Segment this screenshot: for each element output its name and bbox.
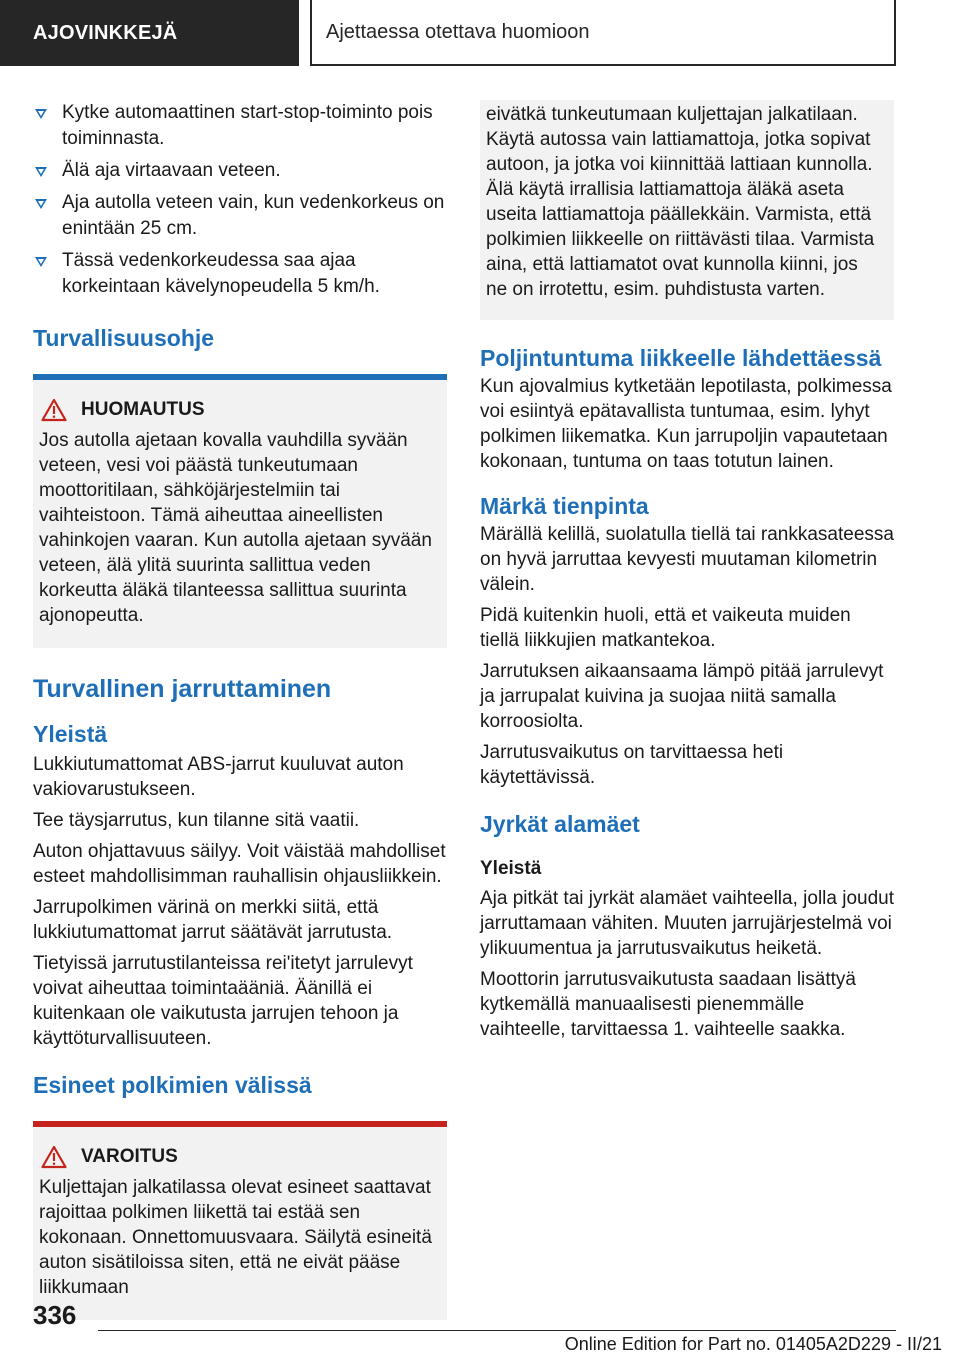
triangle-bullet-icon [35, 257, 47, 267]
notice-text: Jos autolla ajetaan kovalla vauhdilla syvään veteen, vesi voi päästä tunkeutumaan moottoritilaan, sähköjärjestelmiin tai vaihteistoon. Tämä aiheuttaa aineellisten vahinkojen vaaran. Kun autolla ajetaan syvään veteen, älä ylitä suurinta sallittua veden korkeutta äläkä tilanteessa sallittua suurinta ajonopeutta. [39, 430, 432, 626]
left-column [33, 100, 447, 1320]
triangle-bullet-icon [35, 167, 47, 177]
paragraph: Moottorin jarrutusvaikutusta saadaan lisättyä kytkemällä manuaalisesti pienemmälle vaihteelle, tarvittaessa 1. vaihteelle saakka. [480, 969, 856, 1040]
paragraph: Jarrupolkimen värinä on merkki siitä, että lukkiutumattomat jarrut säätävät jarrutusta. [33, 897, 393, 943]
paragraph: Lukkiutumattomat ABS-jarrut kuuluvat auton vakiovarustukseen. [33, 754, 404, 800]
water-bullet-list [33, 100, 447, 300]
paragraph: Kun ajovalmius kytketään lepotilasta, polkimessa voi esiintyä epätavallista tuntumaa, esim. lyhyt polkimen liikematka. Kun jarrupoljin vapautetaan kokonaan, tuntuma on taas totutun lainen. [480, 376, 892, 472]
list-item: Kytke automaattinen start-stop-toiminto pois toiminnasta. [33, 100, 447, 152]
warning-title: VAROITUS [81, 1146, 178, 1167]
paragraph: Auton ohjattavuus säilyy. Voit väistää mahdolliset esteet mahdollisimman rauhallisin ohjausliikkein. [33, 841, 446, 887]
paragraph: Tee täysjarrutus, kun tilanne sitä vaatii. [33, 810, 360, 831]
page-footer [0, 1290, 960, 1362]
notice-title: HUOMAUTUS [81, 399, 205, 420]
page-header [0, 0, 960, 66]
list-item: Aja autolla veteen vain, kun vedenkorkeus on enintään 25 cm. [33, 190, 447, 242]
braking-heading: Turvallinen jarruttaminen [33, 675, 332, 703]
warning-triangle-icon [41, 398, 67, 422]
triangle-bullet-icon [35, 199, 47, 209]
slopes-heading: Jyrkät alamäet [480, 811, 640, 837]
warning-text: Kuljettajan jalkatilassa olevat esineet saattavat rajoittaa polkimen liikettä tai estää sen kokonaan. Onnettomuusvaara. Säilytä esineitä auton sisätiloissa siten, että ne eivät pääse liikkumaan [39, 1177, 432, 1298]
paragraph: Pidä kuitenkin huoli, että et vaikeuta muiden tiellä liikkujien matkantekoa. [480, 605, 851, 651]
section-tab: AJOVINKKEJÄ [0, 0, 299, 66]
paragraph: Jarrutusvaikutus on tarvittaessa heti käytettävissä. [480, 742, 784, 788]
notice-box [33, 374, 447, 648]
warning-text-continued: eivätkä tunkeutumaan kuljettajan jalkatilaan. Käytä autossa vain lattiamattoja, jotka sopivat autoon, ja jotka voi kiinnittää lattiaan kunnolla. Älä käytä irrallisia lattiamattoja äläkä aseta useita lattiamattoja päällekkäin. Varmista, että polkimien liikkeelle on riittävästi tilaa. Varmista aina, että lattiamatot ovat kunnolla kiinni, jos ne on irrotettu, esim. puhdistusta varten. [486, 104, 875, 300]
wet-road-heading: Märkä tienpinta [480, 493, 649, 519]
list-item: Tässä vedenkorkeudessa saa ajaa korkeintaan kävelynopeudella 5 km/h. [33, 248, 447, 300]
pedal-heading: Poljintuntuma liikkeelle lähdettäessä [480, 345, 882, 371]
objects-heading: Esineet polkimien välissä [33, 1072, 312, 1098]
slopes-subheading: Yleistä [480, 858, 542, 879]
general-heading: Yleistä [33, 721, 108, 747]
paragraph: Aja pitkät tai jyrkät alamäet vaihteella, jolla joudut jarruttamaan vähiten. Muuten jarrujärjestelmä voi ylikuumentua ja jarrutusvaikutus heiketä. [480, 888, 895, 959]
triangle-bullet-icon [35, 109, 47, 119]
footer-divider [98, 1330, 896, 1331]
edition-text: Online Edition for Part no. 01405A2D229 - II/21 [564, 1334, 942, 1354]
page-number: 336 [33, 1300, 77, 1330]
warning-box-continued [480, 100, 894, 320]
list-item: Älä aja virtaavaan veteen. [33, 158, 447, 184]
right-column [480, 100, 894, 1048]
warning-triangle-icon [41, 1145, 67, 1169]
paragraph: Märällä kelillä, suolatulla tiellä tai rankkasateessa on hyvä jarruttaa kevyesti muutaman kilometrin välein. [480, 524, 894, 595]
paragraph: Jarrutuksen aikaansaama lämpö pitää jarrulevyt ja jarrupalat kuivina ja suojaa niitä samalla korroosiolta. [480, 661, 884, 732]
safety-heading: Turvallisuusohje [33, 325, 215, 351]
paragraph: Tietyissä jarrutustilanteissa rei'itetyt jarrulevyt voivat aiheuttaa toimintaääniä. Äänillä ei kuitenkaan ole vaikutusta jarrujen tehoon ja käyttöturvallisuuteen. [33, 953, 413, 1049]
chapter-title: Ajettaessa otettava huomioon [310, 0, 896, 66]
